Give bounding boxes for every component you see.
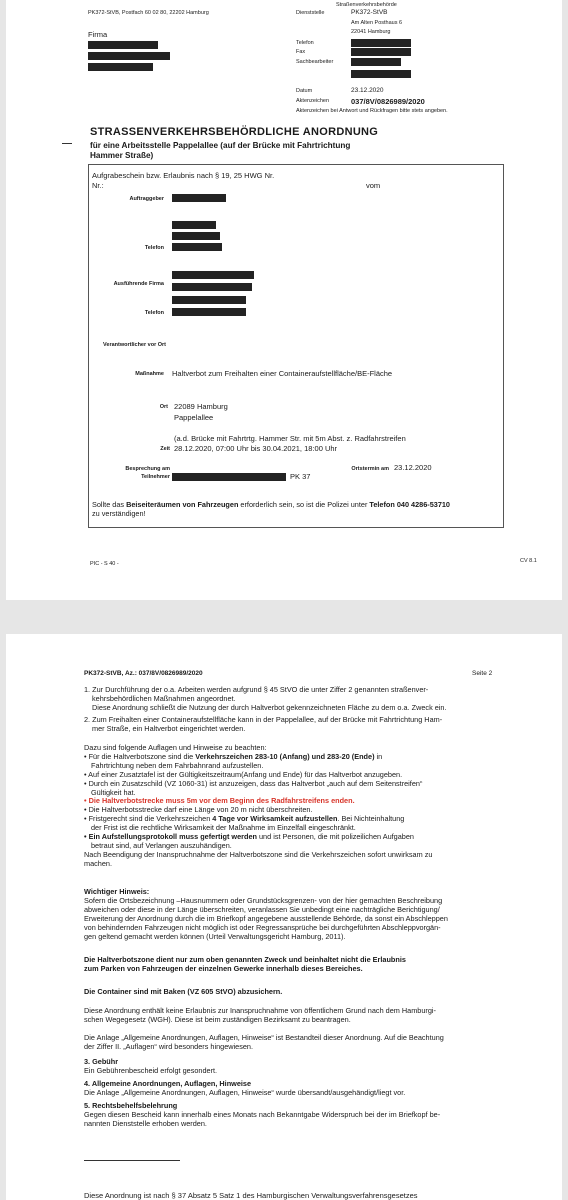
- annex-notice: Die Anlage „Allgemeine Anordnungen, Auflagen, Hinweise“ ist Bestandteil dieser Anordnung. Auf die Beachtung der Ziffer II. „Auflagen“ wird besonders hingewiesen.: [84, 1033, 444, 1051]
- requirement-protocol: • Ein Aufstellungsprotokoll muss gefertigt werden und ist Personen, die mit polizeilichen Aufgaben: [84, 832, 414, 842]
- location-line2: Pappelallee: [174, 413, 214, 422]
- requirement-signs: • Für die Haltverbotszone sind die Verkehrszeichen 283-10 (Anfang) und 283-20 (Ende) in: [84, 751, 383, 761]
- time-label: Zeit: [160, 446, 170, 452]
- onsite-label: Ortstermin am: [351, 466, 389, 472]
- redacted-client-name: [172, 221, 216, 229]
- permit-from-label: vom: [366, 181, 381, 190]
- redacted-fax: [351, 48, 411, 56]
- page1-footer-right: CV 8.1: [520, 558, 537, 564]
- authority-city: 22041 Hamburg: [351, 29, 391, 35]
- document-page-2: [6, 634, 562, 1200]
- measure-value: Haltverbot zum Freihalten einer Containeraufstellfläche/BE-Fläche: [172, 369, 393, 378]
- section-3-fee: 3. Gebühr Ein Gebührenbescheid erfolgt gesondert.: [84, 1057, 218, 1075]
- location-label: Ort: [159, 404, 168, 410]
- responsible-label: Verantwortlicher vor Ort: [103, 342, 166, 348]
- requirement-length: • Die Haltverbotsstrecke darf eine Länge von 20 m nicht überschreiten.: [84, 805, 313, 815]
- client-phone-label: Telefon: [144, 245, 164, 251]
- footnote-separator: [84, 1160, 180, 1161]
- fold-mark: [62, 143, 72, 144]
- office-value: PK372-StVB: [351, 9, 388, 16]
- redacted-client-phone: [172, 243, 222, 251]
- participants-label: Teilnehmer: [141, 474, 170, 480]
- measure-label: Maßnahme: [135, 371, 164, 377]
- location-line3: (a.d. Brücke mit Fahrtrtg. Hammer Str. mit 5m Abst. z. Radfahrstreifen: [174, 434, 406, 443]
- authority-name: Straßenverkehrsbehörde: [336, 2, 397, 8]
- cutoff-line: Diese Anordnung ist nach § 37 Absatz 5 Satz 1 des Hamburgischen Verwaltungsverfahrensgesetzes: [84, 1191, 418, 1200]
- permit-line: Aufgrabeschein bzw. Erlaubnis nach § 19, 25 HWG Nr.: [92, 171, 275, 180]
- clerk-label: Sachbearbeiter: [296, 59, 334, 65]
- redacted-contractor-line2: [172, 283, 252, 291]
- purpose-notice: Die Haltverbotszone dient nur zum oben genannten Zweck und beinhaltet nicht die Erlaubnis zum Parken von Fahrzeugen der einzelnen Gewerke innerhalb dieses Bereiches.: [84, 955, 406, 973]
- date-label: Datum: [296, 88, 313, 94]
- sender-line: PK372-StVB, Postfach 60 02 80, 22202 Hamburg: [88, 10, 209, 16]
- permit-nr-label: Nr.:: [92, 181, 104, 190]
- document-title: STRASSENVERKEHRSBEHÖRDLICHE ANORDNUNG: [90, 126, 379, 138]
- redacted-client-street: [172, 232, 220, 240]
- redacted-recipient-street: [88, 52, 170, 60]
- police-notice: Sollte das Beiseiteräumen von Fahrzeugen erforderlich sein, so ist die Polizei unter Telefon 040 4286-53710 zu verständigen!: [92, 500, 450, 518]
- page1-footer-left: PIC - S 40 -: [90, 561, 119, 567]
- fax-label: Fax: [296, 49, 306, 55]
- location-line1: 22089 Hamburg: [174, 402, 228, 411]
- meeting-label: Besprechung am: [125, 466, 170, 472]
- redacted-recipient-name: [88, 41, 158, 49]
- redacted-contractor-name: [172, 271, 254, 279]
- page2-header-left: PK372-StVB, Az.: 037/8V/0826989/2020: [84, 670, 203, 677]
- requirement-extra-sign: • Durch ein Zusatzschild (VZ 1060-31) ist anzuzeigen, dass das Haltverbot „auch auf dem Seitenstreifen“: [84, 778, 423, 788]
- office-label: Dienststelle: [296, 10, 325, 16]
- redacted-clerk: [351, 58, 401, 66]
- section-5-legal-remedy: 5. Rechtsbehelfsbelehrung Gegen diesen Bescheid kann innerhalb eines Monats nach Bekanntgabe Widerspruch bei der im Briefkopf be- nannten Dienststelle erhoben werden.: [84, 1101, 441, 1128]
- redacted-client: [172, 194, 226, 202]
- document-subtitle-line1: für eine Arbeitsstelle Pappelallee (auf der Brücke mit Fahrtrichtung: [90, 141, 351, 150]
- requirement-deadline: • Fristgerecht sind die Verkehrszeichen 4 Tage vor Wirksamkeit aufzustellen. Bei Nichteinhaltung: [84, 814, 405, 824]
- section-2: 2. Zum Freihalten einer Containeraufstellfläche kann in der Pappelallee, auf der Brücke mit Fahrtrichtung Ham- mer Straße, ein Haltverbot eingerichtet werden.: [84, 715, 443, 733]
- contractor-label: Ausführende Firma: [113, 281, 164, 287]
- recipient-label: Firma: [88, 30, 108, 39]
- requirements-list: Dazu sind folgende Auflagen und Hinweise zu beachten: • Für die Haltverbotszone sind die Verkehrszeichen 283-10 (Anfang) und 283-20 (Ende) in Fahrtrichtung neben dem Fahrbahnrand aufzustellen. • Auf einer Zusatztafel ist der Gültigkeitszeitraum(Anfang und Ende) für das Haltverbot anzugeben. • Durch ein Zusatzschild (VZ 1060-31) ist anzuzeigen, dass das Haltverbot „auch auf dem Seitenstreifen“ Gültigkeit hat. • Die Haltverbotstrecke muss 5m vor dem Beginn des Radfahrstreifens enden. • Die Haltverbotsstrecke darf eine Länge von 20 m nicht überschreiten. • Fristgerecht sind die Verkehrszeichen 4 Tage vor Wirksamkeit aufzustellen. Bei Nichteinhaltung der Frist ist die rechtliche Wirksamkeit der Maßnahme im Einzelfall eingeschränkt. • Ein Aufstellungsprotokoll muss gefertigt werden und ist Personen, die mit polizeilichen Aufgaben betraut sind, auf Verlangen auszuhändigen. Nach Beendigung der Inanspruchnahme der Haltverbotszone sind die Verkehrszeichen sofort unwirksam zu machen.: [84, 744, 504, 869]
- redacted-clerk-contact: [351, 70, 411, 78]
- document-subtitle-line2: Hammer Straße): [90, 151, 154, 160]
- requirement-validity: • Auf einer Zusatztafel ist der Gültigkeitszeitraum(Anfang und Ende) für das Haltverbot anzugeben.: [84, 769, 403, 779]
- document-page-1: [6, 0, 562, 600]
- participants-suffix: PK 37: [290, 472, 311, 481]
- client-label: Auftraggeber: [129, 196, 164, 202]
- page-number: Seite 2: [472, 670, 493, 677]
- container-notice: Die Container sind mit Baken (VZ 605 StVO) abzusichern.: [84, 987, 283, 996]
- redacted-recipient-city: [88, 63, 153, 71]
- permit-notice: Diese Anordnung enthält keine Erlaubnis zur Inanspruchnahme von öffentlichem Grund nach dem Hamburgi- schen Wegegesetz (WGH). Diese ist beim zuständigen Bezirksamt zu beantragen.: [84, 1006, 436, 1024]
- redacted-contractor-street: [172, 296, 246, 304]
- date-value: 23.12.2020: [351, 87, 384, 94]
- file-number-value: 037/8V/0826989/2020: [351, 97, 425, 106]
- authority-street: Am Alten Posthaus 6: [351, 20, 403, 26]
- important-notice: Wichtiger Hinweis: Sofern die Ortsbezeichnung –Hausnummern oder Grundstücksgrenzen- von der hier gemachten Beschreibung abweichen oder diese in der Länge überschreiten, veranlassen Sie unbedingt eine nachträgliche Berichtigung/ Erweiterung der Anordnung durch die im Briefkopf angegebene ausstellende Behörde, da sonst ein Abschleppen von behindernden Fahrzeugen nicht möglich ist oder Regressansprüche bei durchgeführten Abschleppvorgän- gen geltend gemacht werden können (Urteil Verwaltungsgericht Hamburg, 2011).: [84, 887, 448, 941]
- section-1: 1. Zur Durchführung der o.a. Arbeiten werden aufgrund § 45 StVO die unter Ziffer 2 genannten straßenver- kehrsbehördlichen Maßnahmen angeordnet. Diese Anordnung schließt die Nutzung der durch Haltverbot gekennzeichneten Fläche zu dem o.a. Zweck ein.: [84, 685, 447, 712]
- phone-label: Telefon: [296, 40, 314, 46]
- requirement-distance: • Die Haltverbotstrecke muss 5m vor dem Beginn des Radfahrstreifens enden.: [84, 796, 355, 806]
- contractor-phone-label: Telefon: [144, 310, 164, 316]
- file-number-label: Aktenzeichen: [296, 98, 330, 104]
- onsite-value: 23.12.2020: [394, 463, 432, 472]
- time-value: 28.12.2020, 07:00 Uhr bis 30.04.2021, 18:00 Uhr: [174, 444, 338, 453]
- file-number-note: Aktenzeichen bei Antwort und Rückfragen bitte stets angeben.: [296, 108, 448, 114]
- redacted-contractor-phone: [172, 308, 246, 316]
- section-4-general: 4. Allgemeine Anordnungen, Auflagen, Hinweise Die Anlage „Allgemeine Anordnungen, Auflagen, Hinweise“ wurde übersandt/ausgehändigt/liegt vor.: [84, 1079, 406, 1097]
- redacted-participants: [172, 473, 286, 481]
- redacted-phone: [351, 39, 411, 47]
